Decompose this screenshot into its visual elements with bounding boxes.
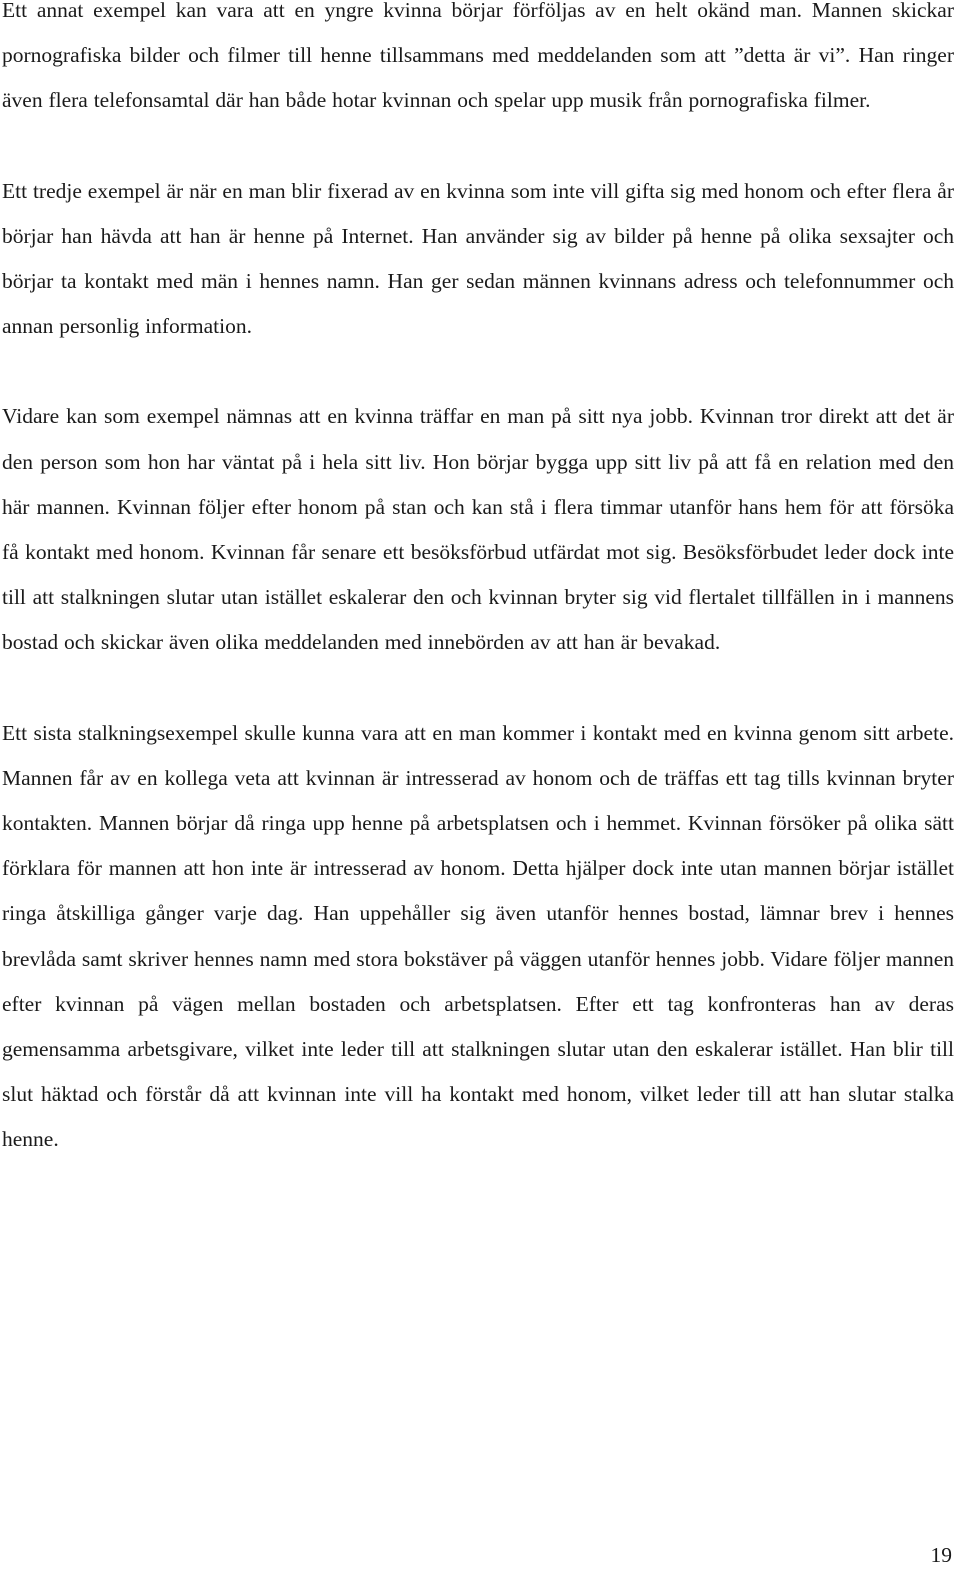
paragraph-example-unknown-man: Ett annat exempel kan vara att en yngre kvinna börjar förföljas av en helt okänd man. Mannen skickar pornografiska bilder och filmer till henne tillsammans med meddelanden som att ”detta är vi”. Han ringer även flera telefonsamtal där han både hotar kvinnan och spelar upp musik från pornografiska filmer.	[2, 0, 954, 113]
paragraph-example-coworker-woman: Vidare kan som exempel nämnas att en kvinna träffar en man på sitt nya jobb. Kvinnan tror direkt att det är den person som hon har väntat på i hela sitt liv. Hon börjar bygga upp sitt liv på att få en relation med den här mannen. Kvinnan följer efter honom på stan och kan stå i flera timmar utanför hans hem för att försöka få kontakt med honom. Kvinnan får senare ett besöksförbud utfärdat mot sig. Besöksförbudet leder dock inte till att stalkningen slutar utan istället eskalerar den och kvinnan bryter sig vid flertalet tillfällen in i mannens bostad och skickar även olika meddelanden med innebörden av att han är bevakad.	[2, 404, 954, 655]
body-text	[2, 0, 954, 1208]
paragraph-example-fixated-man: Ett tredje exempel är när en man blir fixerad av en kvinna som inte vill gifta sig med honom och efter flera år börjar han hävda att han är henne på Internet. Han använder sig av bilder på henne på olika sexsajter och börjar ta kontakt med män i hennes namn. Han ger sedan männen kvinnans adress och telefonnummer och annan personlig information.	[2, 178, 954, 339]
paragraph-example-workplace-man: Ett sista stalkningsexempel skulle kunna vara att en man kommer i kontakt med en kvinna genom sitt arbete. Mannen får av en kollega veta att kvinnan är intresserad av honom och de träffas ett tag tills kvinnan bryter kontakten. Mannen börjar då ringa upp henne på arbetsplatsen och i hemmet. Kvinnan försöker på olika sätt förklara för mannen att hon inte är intresserad av honom. Detta hjälper dock inte utan mannen börjar istället ringa åtskilliga gånger varje dag. Han uppehåller sig även utanför hennes bostad, lämnar brev i hennes brevlåda samt skriver hennes namn med stora bokstäver på väggen utanför hennes jobb. Vidare följer mannen efter kvinnan på vägen mellan bostaden och arbetsplatsen. Efter ett tag konfronteras han av deras gemensamma arbetsgivare, vilket inte leder till att stalkningen slutar utan den eskalerar istället. Han blir till slut häktad och förstår då att kvinnan inte vill ha kontakt med honom, vilket leder till att han slutar stalka henne.	[2, 720, 954, 1152]
page-number: 19	[930, 1543, 952, 1567]
